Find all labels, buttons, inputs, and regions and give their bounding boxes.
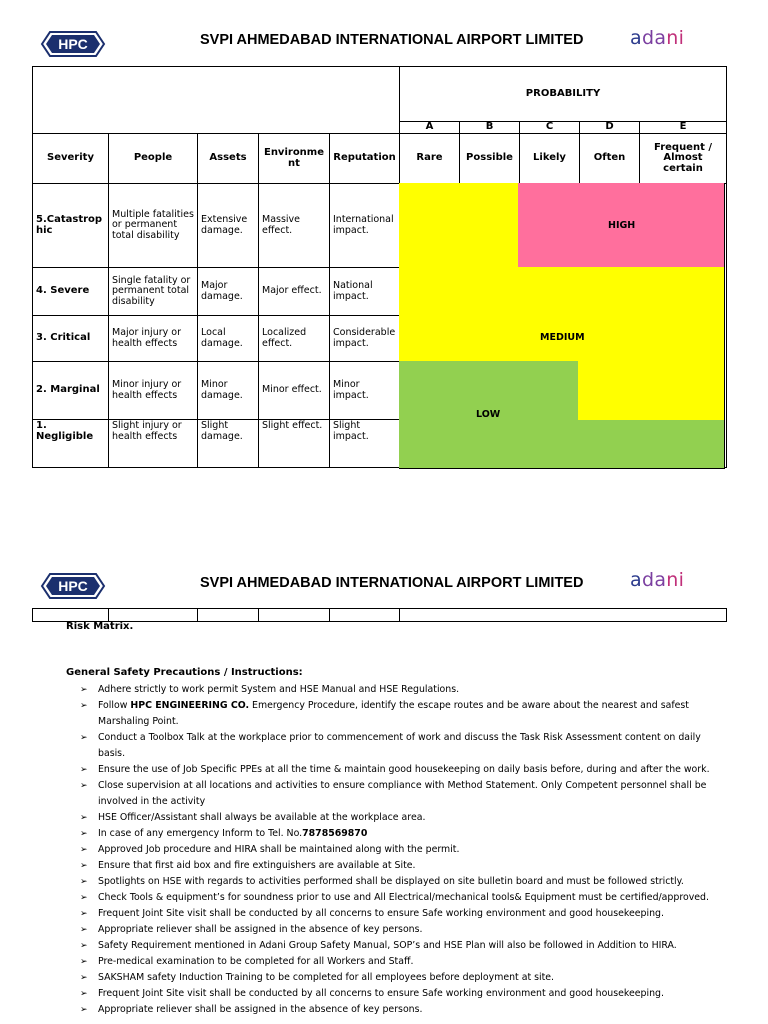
environment-cell: Massive effect.	[259, 184, 330, 268]
arrow-bullet-icon: ➢	[80, 925, 88, 935]
list-item	[80, 826, 720, 842]
arrow-bullet-icon: ➢	[80, 701, 88, 711]
blank-header-cell	[33, 67, 400, 134]
header-strip-table	[32, 608, 727, 622]
environment-cell: Major effect.	[259, 268, 330, 316]
list-item-text: Pre-medical examination to be completed for all Workers and Staff.	[98, 956, 414, 967]
severity-cell: 4. Severe	[33, 268, 109, 316]
people-cell: Slight injury or health effects	[109, 420, 198, 468]
prob-frequent: Frequent / Almost certain	[640, 134, 727, 184]
prob-often: Often	[580, 134, 640, 184]
reputation-cell: National impact.	[330, 268, 400, 316]
list-item	[80, 842, 720, 858]
arrow-bullet-icon: ➢	[80, 909, 88, 919]
list-item-text: Emergency Procedure, identify the escape routes and be aware about the nearest and safest Marshaling Point.	[98, 700, 689, 727]
list-item-text: Appropriate reliever shall be assigned in the absence of key persons.	[98, 1004, 423, 1015]
arrow-bullet-icon: ➢	[80, 845, 88, 855]
environment-cell: Slight effect.	[259, 420, 330, 468]
arrow-bullet-icon: ➢	[80, 877, 88, 887]
hpc-logo	[36, 568, 110, 604]
list-item	[80, 890, 720, 906]
arrow-bullet-icon: ➢	[80, 989, 88, 999]
list-item-text: SAKSHAM safety Induction Training to be completed for all employees before deployment at site.	[98, 972, 555, 983]
reputation-cell: Minor impact.	[330, 362, 400, 420]
list-item-text: Ensure the use of Job Specific PPEs at all the time & maintain good housekeeping on daily basis before, during and after the work.	[98, 764, 710, 775]
reputation-cell: Considerable impact.	[330, 316, 400, 362]
arrow-bullet-icon: ➢	[80, 765, 88, 775]
list-item	[80, 762, 720, 778]
environment-cell: Minor effect.	[259, 362, 330, 420]
list-item	[80, 986, 720, 1002]
list-item	[80, 874, 720, 890]
list-item-emphasis: HPC ENGINEERING CO.	[130, 700, 250, 711]
page-title-repeat: SVPI AHMEDABAD INTERNATIONAL AIRPORT LIMITED	[200, 575, 584, 591]
list-item-text: Approved Job procedure and HIRA shall be maintained along with the permit.	[98, 844, 460, 855]
list-item-text: In case of any emergency Inform to Tel. No.	[98, 828, 303, 839]
list-item	[80, 1002, 720, 1018]
list-item-text: Frequent Joint Site visit shall be conducted by all concerns to ensure Safe working environment and good housekeeping.	[98, 908, 664, 919]
people-cell: Major injury or health effects	[109, 316, 198, 362]
arrow-bullet-icon: ➢	[80, 1005, 88, 1015]
list-item-text: Safety Requirement mentioned in Adani Group Safety Manual, SOP’s and HSE Plan will also be followed in Addition to HIRA.	[98, 940, 677, 951]
list-item-text: HSE Officer/Assistant shall always be available at the workplace area.	[98, 812, 426, 823]
people-cell: Multiple fatalities or permanent total disability	[109, 184, 198, 268]
letter-a: A	[400, 122, 460, 134]
arrow-bullet-icon: ➢	[80, 813, 88, 823]
list-item	[80, 970, 720, 986]
list-item	[80, 938, 720, 954]
severity-cell: 2. Marginal	[33, 362, 109, 420]
assets-cell: Extensive damage.	[198, 184, 259, 268]
assets-cell: Slight damage.	[198, 420, 259, 468]
people-cell: Single fatality or permanent total disability	[109, 268, 198, 316]
list-item-text: Ensure that first aid box and fire extinguishers are available at Site.	[98, 860, 416, 871]
letter-c: C	[520, 122, 580, 134]
prob-rare: Rare	[400, 134, 460, 184]
arrow-bullet-icon: ➢	[80, 685, 88, 695]
arrow-bullet-icon: ➢	[80, 829, 88, 839]
col-header-severity: Severity	[33, 134, 109, 184]
page-title: SVPI AHMEDABAD INTERNATIONAL AIRPORT LIMITED	[200, 32, 584, 48]
list-item-text: Close supervision at all locations and activities to ensure compliance with Method Statement. Only Competent personnel shall be involved in the activity	[98, 780, 707, 807]
col-header-environment: Environme nt	[259, 134, 330, 184]
arrow-bullet-icon: ➢	[80, 861, 88, 871]
environment-cell: Localized effect.	[259, 316, 330, 362]
reputation-cell: Slight impact.	[330, 420, 400, 468]
list-item	[80, 730, 720, 762]
high-zone-label: HIGH	[608, 220, 636, 231]
list-item	[80, 858, 720, 874]
list-item-text: Frequent Joint Site visit shall be conducted by all concerns to ensure Safe working environment and good housekeeping.	[98, 988, 664, 999]
assets-cell: Major damage.	[198, 268, 259, 316]
list-item-emphasis: 7878569870	[302, 828, 368, 839]
list-item	[80, 906, 720, 922]
zone-border	[399, 183, 725, 469]
precautions-heading: General Safety Precautions / Instructions:	[66, 667, 303, 678]
arrow-bullet-icon: ➢	[80, 733, 88, 743]
prob-likely: Likely	[520, 134, 580, 184]
assets-cell: Local damage.	[198, 316, 259, 362]
letter-e: E	[640, 122, 727, 134]
list-item-text: Appropriate reliever shall be assigned in the absence of key persons.	[98, 924, 423, 935]
severity-cell: 5.Catastrop hic	[33, 184, 109, 268]
low-zone-label: LOW	[476, 409, 501, 420]
list-item	[80, 810, 720, 826]
severity-cell: 3. Critical	[33, 316, 109, 362]
arrow-bullet-icon: ➢	[80, 973, 88, 983]
arrow-bullet-icon: ➢	[80, 941, 88, 951]
adani-logo: adani	[630, 569, 685, 591]
hpc-logo	[36, 26, 110, 62]
arrow-bullet-icon: ➢	[80, 893, 88, 903]
list-item	[80, 954, 720, 970]
list-item-text: Adhere strictly to work permit System and HSE Manual and HSE Regulations.	[98, 684, 460, 695]
people-cell: Minor injury or health effects	[109, 362, 198, 420]
letter-d: D	[580, 122, 640, 134]
assets-cell: Minor damage.	[198, 362, 259, 420]
hpc-logo-text: HPC	[58, 36, 88, 52]
list-item-text: Conduct a Toolbox Talk at the workplace prior to commencement of work and discuss the Task Risk Assessment content on daily basis.	[98, 732, 701, 759]
risk-matrix-label: Risk Matrix.	[66, 621, 134, 632]
arrow-bullet-icon: ➢	[80, 957, 88, 967]
precautions-list	[80, 682, 720, 1018]
col-header-people: People	[109, 134, 198, 184]
medium-zone-label: MEDIUM	[540, 332, 585, 343]
reputation-cell: International impact.	[330, 184, 400, 268]
col-header-assets: Assets	[198, 134, 259, 184]
adani-logo: adani	[630, 27, 685, 49]
list-item-text: Spotlights on HSE with regards to activities performed shall be displayed on site bulletin board and must be followed strictly.	[98, 876, 684, 887]
arrow-bullet-icon: ➢	[80, 781, 88, 791]
probability-header: PROBABILITY	[400, 67, 727, 122]
list-item-text: Check Tools & equipment’s for soundness prior to use and All Electrical/mechanical tools& Equipment must be certified/approved.	[98, 892, 709, 903]
col-header-reputation: Reputation	[330, 134, 400, 184]
list-item-text: Follow	[98, 700, 131, 711]
severity-cell: 1. Negligible	[33, 420, 109, 468]
list-item	[80, 698, 720, 730]
list-item	[80, 778, 720, 810]
prob-possible: Possible	[460, 134, 520, 184]
hpc-logo-text: HPC	[58, 578, 88, 594]
list-item	[80, 682, 720, 698]
letter-b: B	[460, 122, 520, 134]
list-item	[80, 922, 720, 938]
